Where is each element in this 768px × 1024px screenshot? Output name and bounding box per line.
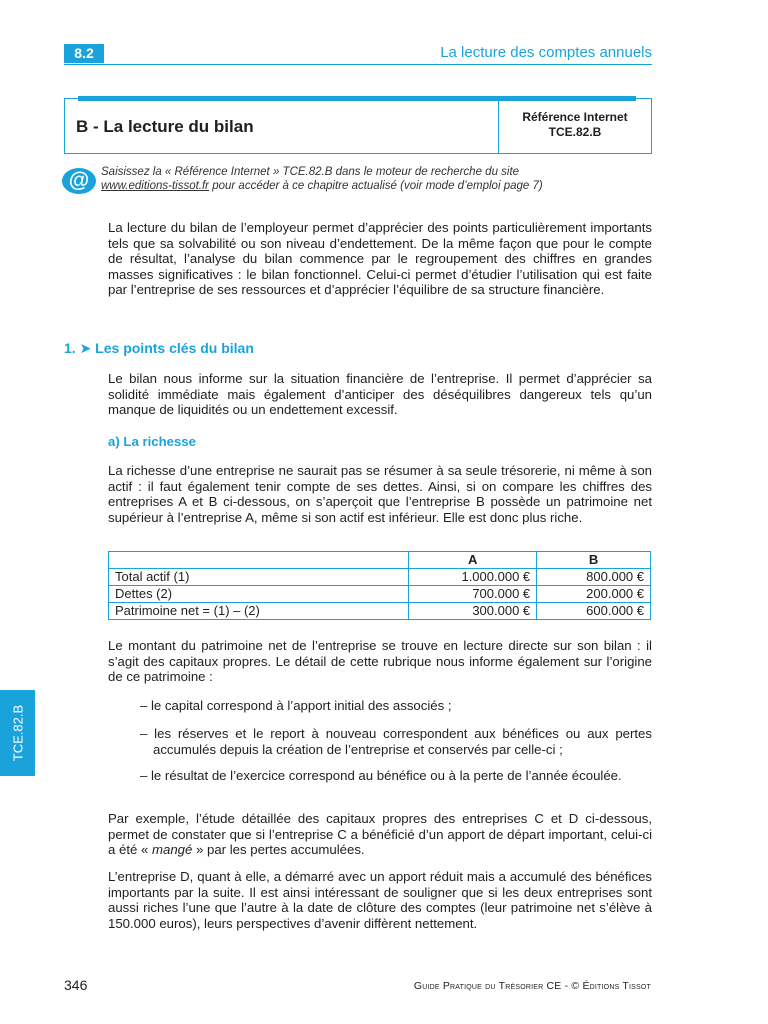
subsection-heading-wealth: a) La richesse: [108, 434, 196, 449]
web-reference-note: [101, 165, 641, 193]
running-title: La lecture des comptes annuels: [440, 44, 652, 61]
at-sign-icon: @: [62, 168, 96, 194]
internet-reference-code: TCE.82.B: [548, 125, 602, 139]
header-divider: [64, 64, 652, 65]
table-cell-value: 300.000 €: [409, 603, 537, 620]
table-header-cell: B: [537, 552, 651, 569]
list-item: – le résultat de l’exercice correspond au bénéfice ou à la perte de l’année écoulée.: [140, 768, 622, 783]
side-tab-label: TCE.82.B: [10, 704, 25, 762]
example-paragraph: [108, 811, 652, 858]
page-number: 346: [64, 977, 88, 993]
section-heading-key-points: 1. ➤ Les points clés du bilan: [64, 340, 254, 356]
example-text-end: » par les pertes accumulées.: [192, 842, 365, 857]
table-row: [109, 586, 651, 603]
wealth-paragraph: La richesse d’une entreprise ne saurait pas se résumer à sa seule trésorerie, ni même à son actif : il faut également tenir compte de ses dettes. Ainsi, si on compare les chiffres des entreprises A et B ci-dessous, on s’aperçoit que l’entreprise B possède un patrimoine net supérieur à l’entreprise A, même si son actif est inférieur. Elle est donc plus riche.: [108, 463, 652, 525]
section-number-badge: 8.2: [64, 44, 104, 63]
table-cell-value: 1.000.000 €: [409, 569, 537, 586]
table-cell-value: 800.000 €: [537, 569, 651, 586]
conclusion-paragraph: L’entreprise D, quant à elle, a démarré avec un apport réduit mais a accumulé des bénéfices importants par la suite. Il est ainsi intéressant de souligner que si les deux entreprises sont aussi riches l’une que l’autre à la date de clôture des comptes (leur patrimoine net s’élève à 150.000 euros), leurs perspectives d’avenir diffèrent nettement.: [108, 869, 652, 931]
comparison-table: [108, 551, 651, 620]
example-emphasis: mangé: [152, 842, 193, 857]
footer-credit: Guide Pratique du Trésorier CE - © Éditions Tissot: [413, 980, 651, 992]
list-item: – le capital correspond à l’apport initial des associés ;: [140, 698, 452, 713]
table-header-cell: [109, 552, 409, 569]
table-row: [109, 569, 651, 586]
page-title: B - La lecture du bilan: [76, 117, 254, 136]
table-header-cell: A: [409, 552, 537, 569]
table-cell-value: 200.000 €: [537, 586, 651, 603]
net-assets-paragraph: Le montant du patrimoine net de l’entreprise se trouve en lecture directe sur son bilan : il s’agit des capitaux propres. Le détail de cette rubrique nous informe également sur l’origine de ce patrimoine :: [108, 638, 652, 684]
web-note-line1: Saisissez la « Référence Internet » TCE.82.B dans le moteur de recherche du site: [101, 166, 520, 178]
example-text-start: Par exemple, l’étude détaillée des capitaux propres des entreprises C et D ci-dessous, permet de constater que si l’entreprise C a bénéficié d’un apport de départ important, celui-ci a été «: [108, 811, 652, 857]
internet-reference: [499, 110, 651, 140]
title-accent-bar: [78, 96, 636, 101]
website-link[interactable]: www.editions-tissot.fr: [101, 180, 210, 192]
table-cell-value: 600.000 €: [537, 603, 651, 620]
table-cell-value: 700.000 €: [409, 586, 537, 603]
table-cell-label: Dettes (2): [109, 586, 409, 603]
web-note-line2: pour accéder à ce chapitre actualisé (voir mode d’emploi page 7): [209, 180, 543, 192]
table-row: [109, 603, 651, 620]
internet-reference-label: Référence Internet: [522, 110, 628, 124]
table-cell-label: Patrimoine net = (1) – (2): [109, 603, 409, 620]
intro-paragraph: La lecture du bilan de l’employeur permet d’apprécier des points particulièrement importants tels que sa solvabilité ou son niveau d’endettement. De la même façon que pour le compte de résultat, l’analyse du bilan commence par le regroupement des chiffres en grandes masses significatives : le bilan fonctionnel. Celui-ci permet d’étudier l’utilisation qui est faite par l’entreprise de ses ressources et d’apprécier l’équilibre de sa structure financière.: [108, 220, 652, 297]
section1-paragraph: Le bilan nous informe sur la situation financière de l’entreprise. Il permet d’apprécier sa solidité immédiate mais également d’anticiper des déséquilibres dangereux tels qu’un manque de liquidités ou un endettement excessif.: [108, 371, 652, 417]
table-header-row: [109, 552, 651, 569]
list-item: – les réserves et le report à nouveau correspondent aux bénéfices ou aux pertes accumulés depuis la création de l’entreprise et conservés par celle-ci ;: [140, 726, 652, 757]
table-cell-label: Total actif (1): [109, 569, 409, 586]
side-reference-tab: [0, 690, 35, 776]
